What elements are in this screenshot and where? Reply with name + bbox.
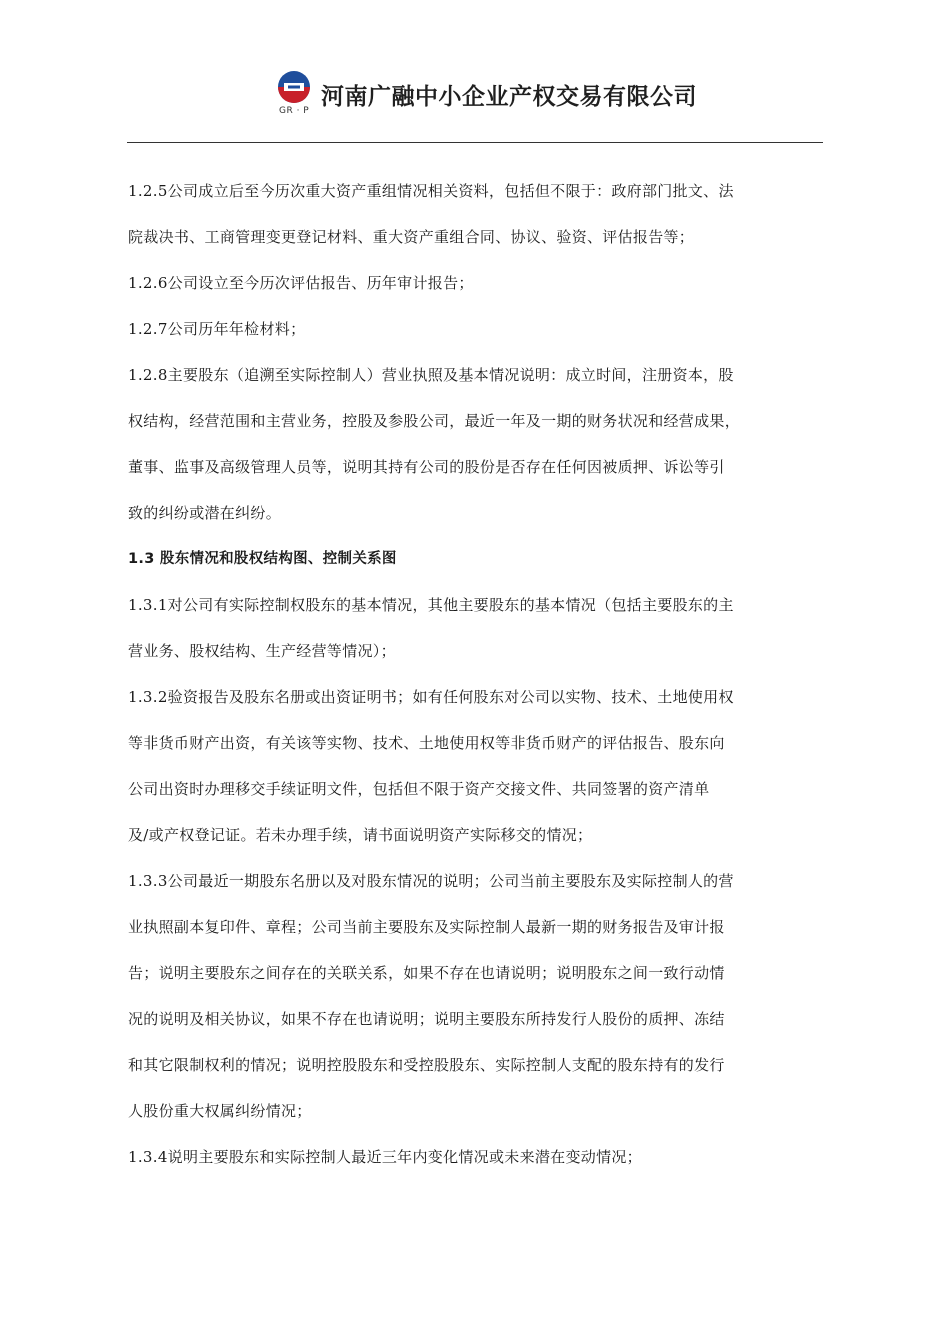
page-header [0, 62, 950, 122]
text-line: 1.3.3公司最近一期股东名册以及对股东情况的说明；公司当前主要股东及实际控制人的营 [128, 872, 734, 890]
text-line: 院裁决书、工商管理变更登记材料、重大资产重组合同、协议、验资、评估报告等； [128, 228, 695, 246]
document-body [128, 168, 828, 1180]
company-name: 河南广融中小企业产权交易有限公司 [321, 84, 697, 110]
text-line: 及/或产权登记证。若未办理手续，请书面说明资产实际移交的情况； [128, 826, 593, 844]
section-heading: 1.3 股东情况和股权结构图、控制关系图 [128, 551, 397, 567]
text-line: 董事、监事及高级管理人员等，说明其持有公司的股份是否存在任何因被质押、诉讼等引 [128, 458, 725, 476]
text-line: 人股份重大权属纠纷情况； [128, 1102, 312, 1120]
text-line: 1.2.7公司历年年检材料； [128, 320, 306, 338]
company-logo-icon [277, 70, 311, 104]
text-line: 营业务、股权结构、生产经营等情况）； [128, 642, 396, 660]
text-line: 1.2.8主要股东（追溯至实际控制人）营业执照及基本情况说明：成立时间，注册资本，股 [128, 366, 734, 384]
text-line: 1.2.5公司成立后至今历次重大资产重组情况相关资料，包括但不限于：政府部门批文、法 [128, 182, 734, 200]
text-line: 公司出资时办理移交手续证明文件，包括但不限于资产交接文件、共同签署的资产清单 [128, 780, 710, 798]
text-line: 等非货币财产出资，有关该等实物、技术、土地使用权等非货币财产的评估报告、股东向 [128, 734, 725, 752]
header-divider [127, 142, 823, 143]
text-line: 况的说明及相关协议，如果不存在也请说明；说明主要股东所持发行人股份的质押、冻结 [128, 1010, 725, 1028]
text-line: 致的纠纷或潜在纠纷。 [128, 504, 282, 522]
text-line: 告；说明主要股东之间存在的关联关系，如果不存在也请说明；说明股东之间一致行动情 [128, 964, 725, 982]
text-line: 1.3.2验资报告及股东名册或出资证明书；如有任何股东对公司以实物、技术、土地使用权 [128, 688, 734, 706]
text-line: 业执照副本复印件、章程；公司当前主要股东及实际控制人最新一期的财务报告及审计报 [128, 918, 725, 936]
text-line: 权结构，经营范围和主营业务，控股及参股公司，最近一年及一期的财务状况和经营成果， [128, 412, 741, 430]
text-line: 1.2.6公司设立至今历次评估报告、历年审计报告； [128, 274, 474, 292]
text-line: 1.3.1对公司有实际控制权股东的基本情况，其他主要股东的基本情况（包括主要股东的主 [128, 596, 734, 614]
logo-caption: GR · P [279, 106, 310, 116]
text-line: 1.3.4说明主要股东和实际控制人最近三年内变化情况或未来潜在变动情况； [128, 1148, 642, 1166]
text-line: 和其它限制权利的情况；说明控股股东和受控股股东、实际控制人支配的股东持有的发行 [128, 1056, 725, 1074]
